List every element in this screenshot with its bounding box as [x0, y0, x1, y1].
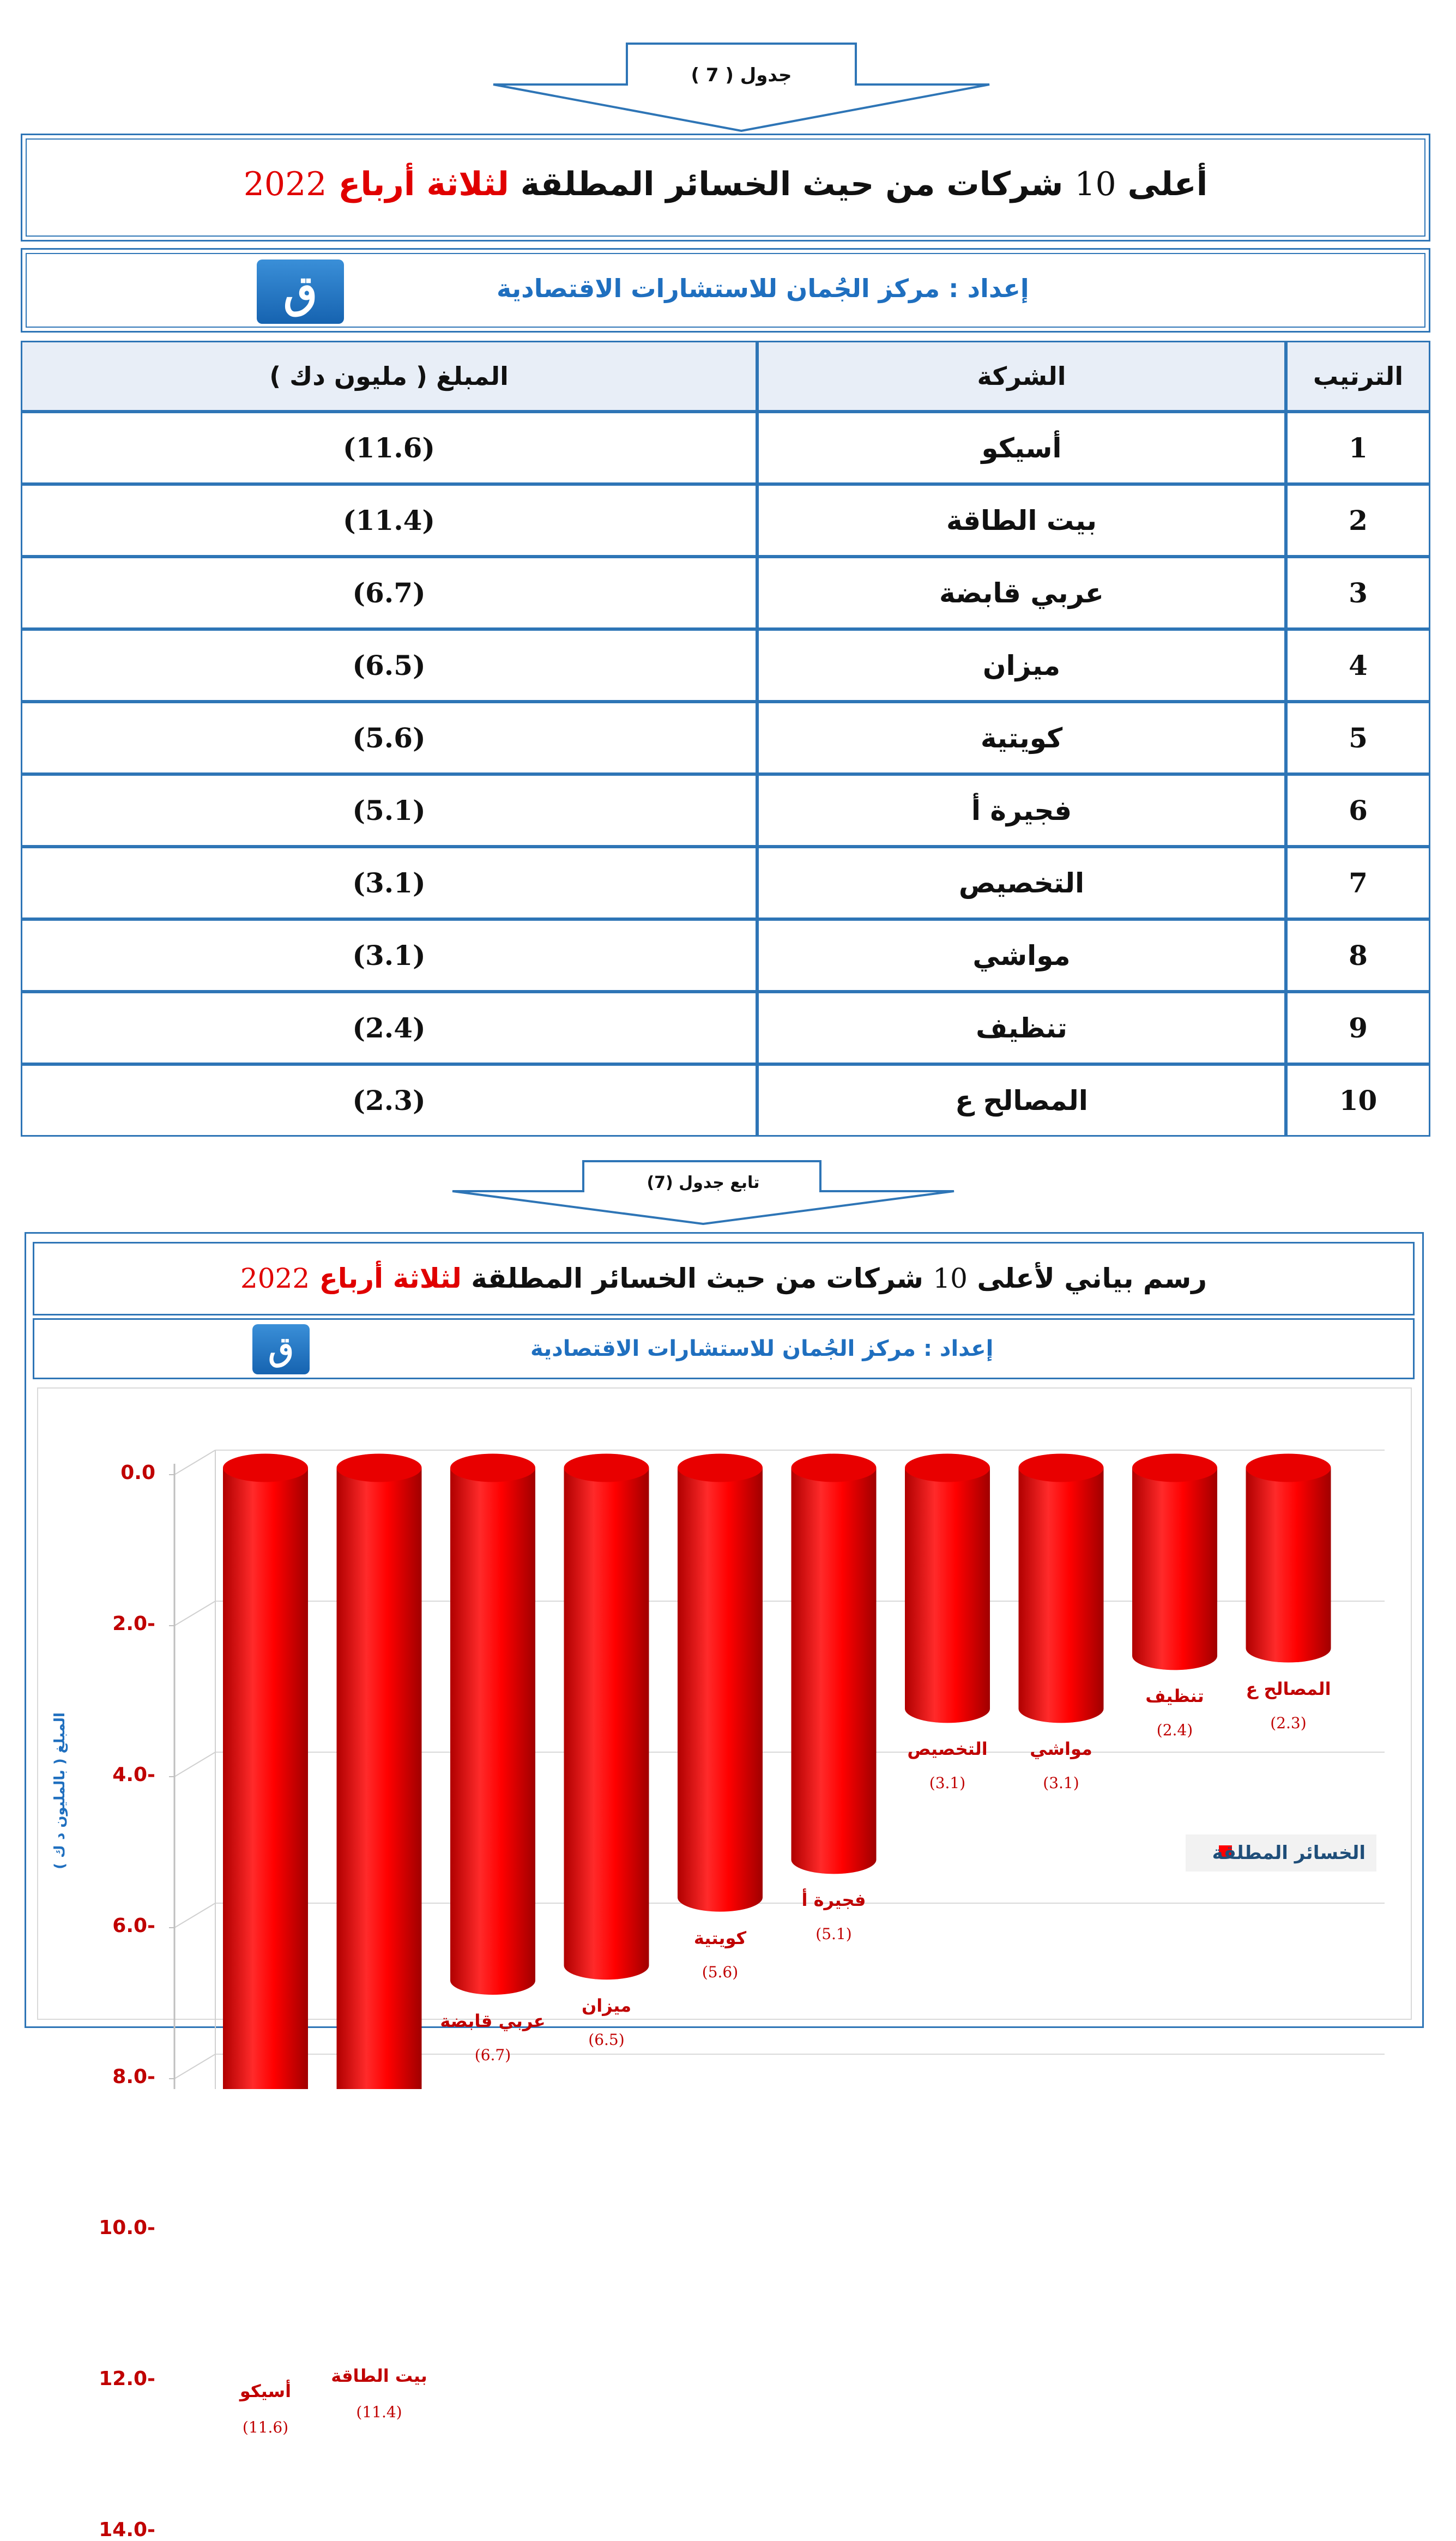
bar-cylinder — [564, 1454, 649, 1980]
category-label: ميزان — [581, 1995, 632, 2017]
table-row: 8 مواشي (3.1) — [21, 919, 1430, 992]
value-label: (11.6) — [233, 2416, 298, 2439]
y-tick-label: 8.0- — [112, 2066, 155, 2088]
gridline-depth — [174, 2054, 215, 2079]
category-label: فجيرة أ — [801, 1890, 866, 1911]
category-label: المصالح ع — [1246, 1678, 1331, 1699]
y-tick-label: 12.0- — [99, 2368, 155, 2390]
value-label: (5.1) — [815, 1925, 852, 1944]
value-label: (5.6) — [702, 1963, 739, 1981]
chart-legend — [1186, 1834, 1376, 1872]
table-title: أعلى 10 شركات من حيث الخسائر المطلقة لثلاثة أرباع 2022 — [243, 165, 1208, 203]
category-label: كويتية — [693, 1927, 747, 1948]
table-row: 3 عربي قابضة (6.7) — [21, 557, 1430, 629]
table-row: 2 بيت الطاقة (11.4) — [21, 484, 1430, 557]
header-rank: الترتيب — [1286, 341, 1430, 412]
category-label: تنظيف — [1145, 1686, 1204, 1707]
y-axis-title: المبلغ ( بالمليون د ك ) — [52, 1712, 68, 1869]
value-label: (6.7) — [474, 2045, 511, 2064]
logo-icon: ق — [252, 1324, 310, 1374]
value-label: (3.1) — [1043, 1774, 1079, 1792]
table-row: 6 فجيرة أ (5.1) — [21, 774, 1430, 847]
bar-cylinder — [450, 1454, 535, 1995]
chart-number-label: تابع جدول (7) — [647, 1173, 760, 1192]
category-label: عربي قابضة — [440, 2010, 546, 2031]
value-label: (3.1) — [929, 1774, 966, 1792]
value-label: (11.4) — [347, 2401, 412, 2423]
y-tick-label: 10.0- — [99, 2217, 155, 2239]
logo-icon: ق — [257, 259, 344, 324]
value-label: (2.3) — [1270, 1713, 1307, 1732]
bar-cylinder — [337, 1454, 422, 2090]
gridline-depth — [174, 1450, 215, 1475]
category-label: أسيكو — [239, 2380, 292, 2401]
y-tick-label: 14.0- — [99, 2519, 155, 2541]
table-row: 7 التخصيص (3.1) — [21, 847, 1430, 919]
credit-text: إعداد : مركز الجُمان للاستشارات الاقتصادية — [497, 274, 1029, 303]
table-row: 5 كويتية (5.6) — [21, 702, 1430, 774]
header-amount: المبلغ ( مليون دك ) — [21, 341, 757, 412]
bar-cylinder — [792, 1454, 877, 1874]
category-label: بيت الطاقة — [331, 2365, 427, 2386]
bar-cylinder — [1246, 1454, 1331, 1663]
value-label: (6.5) — [588, 2031, 625, 2049]
table-row: 4 ميزان (6.5) — [21, 629, 1430, 702]
bar-cylinder — [678, 1454, 763, 1912]
y-tick-label: 2.0- — [112, 1613, 155, 1635]
value-label: (2.4) — [1156, 1721, 1193, 1740]
table-row: 10 المصالح ع (2.3) — [21, 1064, 1430, 1137]
legend-label: الخسائر المطلقة — [1212, 1842, 1366, 1864]
bar-cylinder — [1019, 1454, 1104, 1723]
table-row: 1 أسيكو (11.6) — [21, 412, 1430, 484]
table-row: 9 تنظيف (2.4) — [21, 992, 1430, 1064]
bar-cylinder — [223, 1454, 308, 2090]
chart-title: رسم بياني لأعلى 10 شركات من حيث الخسائر المطلقة لثلاثة أرباع 2022 — [240, 1263, 1207, 1294]
table-number-label: جدول ( 7 ) — [691, 64, 792, 86]
gridline-depth — [174, 1903, 215, 1928]
chart-credit-text: إعداد : مركز الجُمان للاستشارات الاقتصادية — [530, 1336, 994, 1361]
category-label: التخصيص — [907, 1739, 988, 1760]
gridline-depth — [174, 1601, 215, 1626]
header-company: الشركة — [757, 341, 1286, 412]
y-tick-label: 6.0- — [112, 1915, 155, 1937]
bar-cylinder — [1132, 1454, 1217, 1670]
bar-cylinder — [905, 1454, 990, 1723]
category-label: مواشي — [1030, 1739, 1092, 1760]
y-tick-label: 0.0 — [120, 1462, 155, 1484]
gridline-depth — [174, 1752, 215, 1777]
y-tick-label: 4.0- — [112, 1764, 155, 1786]
